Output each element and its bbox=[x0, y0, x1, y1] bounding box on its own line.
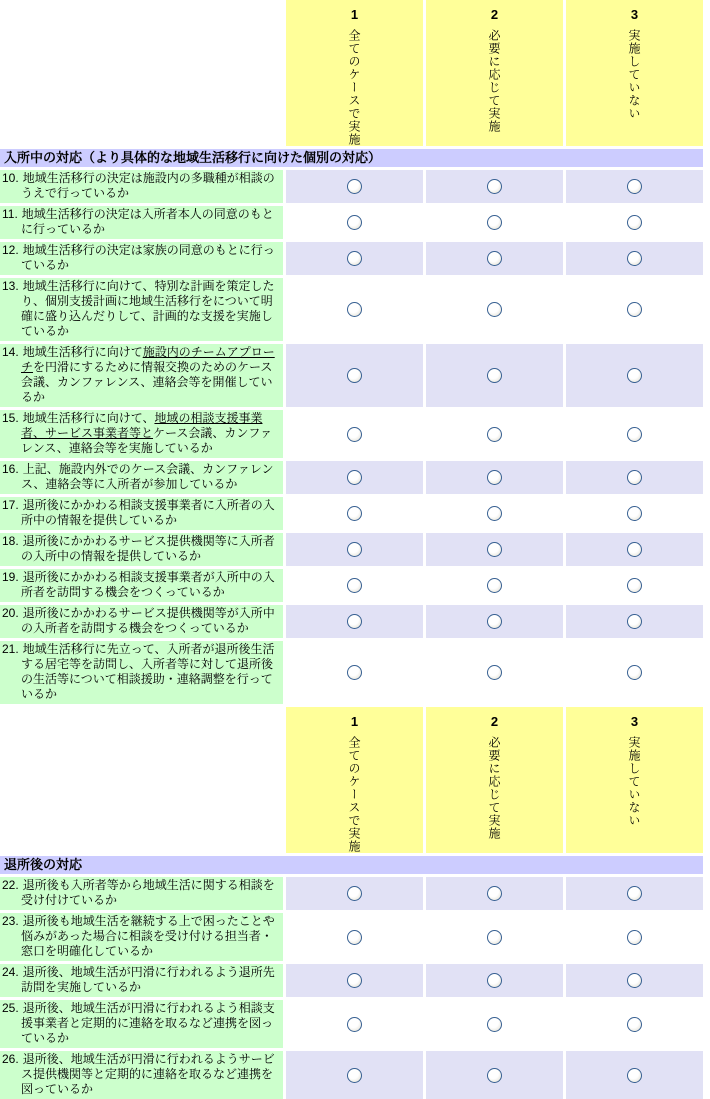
answer-cell bbox=[426, 242, 563, 275]
question-body: 地域生活移行に向けて、 bbox=[22, 411, 155, 425]
question-text bbox=[0, 344, 283, 407]
answer-cell bbox=[286, 877, 423, 910]
radio-option-3[interactable] bbox=[627, 1068, 642, 1083]
question-body: 地域生活移行の決定は入所者本人の同意のもとに行っているか bbox=[21, 207, 274, 236]
answer-cell bbox=[426, 605, 563, 638]
header-spacer-cell bbox=[0, 707, 283, 853]
radio-option-2[interactable] bbox=[487, 506, 502, 521]
answer-cell bbox=[286, 1051, 423, 1099]
question-body: 退所後にかかわるサービス提供機関等に入所者の入所中の情報を提供しているか bbox=[21, 534, 275, 563]
question-body: 地域生活移行の決定は施設内の多職種が相談のうえで行っているか bbox=[21, 171, 275, 200]
radio-option-2[interactable] bbox=[487, 215, 502, 230]
question-text bbox=[0, 533, 283, 566]
answer-cell bbox=[566, 461, 703, 494]
question-body: 地域生活移行に向けて bbox=[22, 345, 143, 359]
radio-option-3[interactable] bbox=[627, 506, 642, 521]
answer-cell bbox=[426, 964, 563, 997]
question-number: 18. bbox=[2, 534, 19, 548]
answer-cell bbox=[286, 913, 423, 961]
question-text bbox=[0, 964, 283, 997]
answer-cell bbox=[426, 410, 563, 458]
question-number: 22. bbox=[2, 878, 19, 892]
question-text bbox=[0, 1000, 283, 1048]
radio-option-2[interactable] bbox=[487, 665, 502, 680]
question-text bbox=[0, 913, 283, 961]
header-spacer-cell bbox=[0, 0, 283, 146]
column-label: 全てのケースで実施 bbox=[347, 29, 361, 146]
radio-option-1[interactable] bbox=[347, 614, 362, 629]
column-label: 必要に応じて実施 bbox=[487, 29, 501, 133]
question-number: 26. bbox=[2, 1052, 19, 1066]
question-number: 11. bbox=[2, 207, 18, 221]
question-text bbox=[0, 877, 283, 910]
question-number: 13. bbox=[2, 279, 19, 293]
answer-cell bbox=[286, 206, 423, 239]
radio-option-3[interactable] bbox=[627, 542, 642, 557]
column-number: 1 bbox=[350, 7, 359, 22]
question-body: 退所後、地域生活が円滑に行われるようサービス提供機関等と定期的に連絡を取るなど連携を図っているか bbox=[21, 1052, 275, 1096]
question-text bbox=[0, 605, 283, 638]
radio-option-2[interactable] bbox=[487, 578, 502, 593]
question-number: 15. bbox=[2, 411, 19, 425]
answer-cell bbox=[566, 1000, 703, 1048]
radio-option-3[interactable] bbox=[627, 614, 642, 629]
column-header-1 bbox=[286, 707, 423, 853]
answer-cell bbox=[566, 278, 703, 341]
answer-cell bbox=[566, 410, 703, 458]
answer-cell bbox=[566, 497, 703, 530]
question-text bbox=[0, 1051, 283, 1099]
radio-option-1[interactable] bbox=[347, 665, 362, 680]
radio-option-1[interactable] bbox=[347, 179, 362, 194]
column-label: 全てのケースで実施 bbox=[347, 736, 361, 853]
question-number: 16. bbox=[2, 462, 19, 476]
answer-cell bbox=[426, 1051, 563, 1099]
answer-cell bbox=[286, 1000, 423, 1048]
radio-option-2[interactable] bbox=[487, 1017, 502, 1032]
column-header-3 bbox=[566, 707, 703, 853]
question-number: 20. bbox=[2, 606, 19, 620]
question-number: 24. bbox=[2, 965, 19, 979]
radio-option-3[interactable] bbox=[627, 470, 642, 485]
radio-option-2[interactable] bbox=[487, 542, 502, 557]
answer-cell bbox=[426, 206, 563, 239]
question-body: 退所後、地域生活が円滑に行われるよう相談支援事業者と定期的に連絡を取るなど連携を図っているか bbox=[21, 1001, 275, 1045]
question-body: 退所後にかかわるサービス提供機関等が入所中の入所者を訪問する機会をつくっているか bbox=[21, 606, 275, 635]
question-number: 25. bbox=[2, 1001, 19, 1015]
answer-cell bbox=[426, 877, 563, 910]
radio-option-1[interactable] bbox=[347, 368, 362, 383]
question-text bbox=[0, 641, 283, 704]
question-number: 23. bbox=[2, 914, 19, 928]
radio-option-1[interactable] bbox=[347, 302, 362, 317]
question-body: ケース会議、カンファレンス、連絡会等を実施しているか bbox=[21, 426, 273, 455]
answer-cell bbox=[566, 605, 703, 638]
answer-cell bbox=[566, 641, 703, 704]
radio-option-3[interactable] bbox=[627, 179, 642, 194]
answer-cell bbox=[286, 344, 423, 407]
question-text bbox=[0, 206, 283, 239]
column-header-1 bbox=[286, 0, 423, 146]
radio-option-1[interactable] bbox=[347, 1017, 362, 1032]
column-header-2 bbox=[426, 0, 563, 146]
answer-cell bbox=[426, 569, 563, 602]
question-number: 12. bbox=[2, 243, 19, 257]
question-body: 地域生活移行の決定は家族の同意のもとに行っているか bbox=[21, 243, 275, 272]
question-body-underlined: 施設内のチームアプローチ bbox=[21, 345, 275, 374]
answer-cell bbox=[426, 461, 563, 494]
column-number: 3 bbox=[630, 7, 639, 22]
radio-option-2[interactable] bbox=[487, 470, 502, 485]
answer-cell bbox=[566, 913, 703, 961]
radio-option-1[interactable] bbox=[347, 1068, 362, 1083]
answer-cell bbox=[566, 533, 703, 566]
radio-option-1[interactable] bbox=[347, 930, 362, 945]
question-body: 退所後も入所者等から地域生活に関する相談を受け付けているか bbox=[21, 878, 275, 907]
radio-option-2[interactable] bbox=[487, 973, 502, 988]
answer-cell bbox=[566, 1051, 703, 1099]
question-body: を円滑にするために情報交換のためのケース会議、カンファレンス、連絡会等を開催しているか bbox=[21, 360, 273, 404]
radio-option-2[interactable] bbox=[487, 1068, 502, 1083]
radio-option-1[interactable] bbox=[347, 215, 362, 230]
answer-cell bbox=[426, 641, 563, 704]
column-header-2 bbox=[426, 707, 563, 853]
answer-cell bbox=[286, 170, 423, 203]
answer-cell bbox=[426, 497, 563, 530]
question-body: 地域生活移行に先立って、入所者が退所後生活する居宅等を訪問し、入所者等に対して退所後の生活等について相談援助・連絡調整を行っているか bbox=[21, 642, 275, 701]
question-body: 退所後、地域生活が円滑に行われるよう退所先訪問を実施しているか bbox=[21, 965, 275, 994]
answer-cell bbox=[286, 641, 423, 704]
question-text bbox=[0, 278, 283, 341]
radio-option-1[interactable] bbox=[347, 506, 362, 521]
radio-option-3[interactable] bbox=[627, 215, 642, 230]
question-number: 14. bbox=[2, 345, 19, 359]
answer-cell bbox=[426, 533, 563, 566]
question-text bbox=[0, 242, 283, 275]
column-number: 1 bbox=[350, 714, 359, 729]
answer-cell bbox=[286, 569, 423, 602]
column-number: 2 bbox=[490, 7, 499, 22]
answer-cell bbox=[566, 344, 703, 407]
answer-cell bbox=[566, 569, 703, 602]
question-body-underlined: 地域の相談支援事業者、サービス事業者等と bbox=[21, 411, 263, 440]
question-body: 退所後も地域生活を継続する上で困ったことや悩みがあった場合に相談を受け付ける担当者・窓口を明確化しているか bbox=[21, 914, 275, 958]
radio-option-3[interactable] bbox=[627, 665, 642, 680]
section-header-during-admission: 入所中の対応（より具体的な地域生活移行に向けた個別の対応） bbox=[0, 149, 703, 167]
answer-cell bbox=[286, 605, 423, 638]
radio-option-3[interactable] bbox=[627, 427, 642, 442]
radio-option-3[interactable] bbox=[627, 973, 642, 988]
question-number: 19. bbox=[2, 570, 19, 584]
radio-option-3[interactable] bbox=[627, 1017, 642, 1032]
answer-cell bbox=[426, 170, 563, 203]
answer-cell bbox=[286, 533, 423, 566]
radio-option-1[interactable] bbox=[347, 578, 362, 593]
question-body: 地域生活移行に向けて、特別な計画を策定したり、個別支援計画に地域生活移行をについて明確に盛り込んだりして、計画的な支援を実施しているか bbox=[21, 279, 275, 338]
radio-option-2[interactable] bbox=[487, 930, 502, 945]
question-body: 退所後にかかわる相談支援事業者が入所中の入所者を訪問する機会をつくっているか bbox=[21, 570, 275, 599]
answer-cell bbox=[566, 206, 703, 239]
question-text bbox=[0, 569, 283, 602]
answer-cell bbox=[566, 964, 703, 997]
column-header-3 bbox=[566, 0, 703, 146]
radio-option-3[interactable] bbox=[627, 930, 642, 945]
radio-option-2[interactable] bbox=[487, 886, 502, 901]
column-number: 2 bbox=[490, 714, 499, 729]
radio-option-3[interactable] bbox=[627, 302, 642, 317]
answer-cell bbox=[286, 278, 423, 341]
question-text bbox=[0, 410, 283, 458]
answer-cell bbox=[566, 242, 703, 275]
radio-option-3[interactable] bbox=[627, 368, 642, 383]
radio-option-1[interactable] bbox=[347, 251, 362, 266]
answer-cell bbox=[286, 410, 423, 458]
column-label: 必要に応じて実施 bbox=[487, 736, 501, 840]
answer-cell bbox=[566, 877, 703, 910]
answer-cell bbox=[286, 964, 423, 997]
radio-option-1[interactable] bbox=[347, 470, 362, 485]
radio-option-3[interactable] bbox=[627, 251, 642, 266]
question-body: 上記、施設内外でのケース会議、カンファレンス、連絡会等に入所者が参加しているか bbox=[21, 462, 274, 491]
question-number: 17. bbox=[2, 498, 19, 512]
answer-cell bbox=[286, 497, 423, 530]
question-number: 10. bbox=[2, 171, 19, 185]
question-number: 21. bbox=[2, 642, 19, 656]
radio-option-1[interactable] bbox=[347, 427, 362, 442]
answer-cell bbox=[426, 278, 563, 341]
radio-option-1[interactable] bbox=[347, 542, 362, 557]
radio-option-3[interactable] bbox=[627, 886, 642, 901]
question-text bbox=[0, 170, 283, 203]
question-body: 退所後にかかわる相談支援事業者に入所者の入所中の情報を提供しているか bbox=[21, 498, 275, 527]
radio-option-2[interactable] bbox=[487, 302, 502, 317]
radio-option-1[interactable] bbox=[347, 973, 362, 988]
radio-option-2[interactable] bbox=[487, 368, 502, 383]
column-label: 実施していない bbox=[627, 29, 641, 120]
answer-cell bbox=[426, 344, 563, 407]
radio-option-1[interactable] bbox=[347, 886, 362, 901]
radio-option-2[interactable] bbox=[487, 251, 502, 266]
question-text bbox=[0, 497, 283, 530]
radio-option-3[interactable] bbox=[627, 578, 642, 593]
answer-cell bbox=[426, 1000, 563, 1048]
radio-option-2[interactable] bbox=[487, 614, 502, 629]
answer-cell bbox=[286, 242, 423, 275]
column-label: 実施していない bbox=[627, 736, 641, 827]
column-number: 3 bbox=[630, 714, 639, 729]
question-text bbox=[0, 461, 283, 494]
radio-option-2[interactable] bbox=[487, 179, 502, 194]
radio-option-2[interactable] bbox=[487, 427, 502, 442]
answer-cell bbox=[426, 913, 563, 961]
answer-cell bbox=[566, 170, 703, 203]
answer-cell bbox=[286, 461, 423, 494]
section-header-after-discharge: 退所後の対応 bbox=[0, 856, 703, 874]
